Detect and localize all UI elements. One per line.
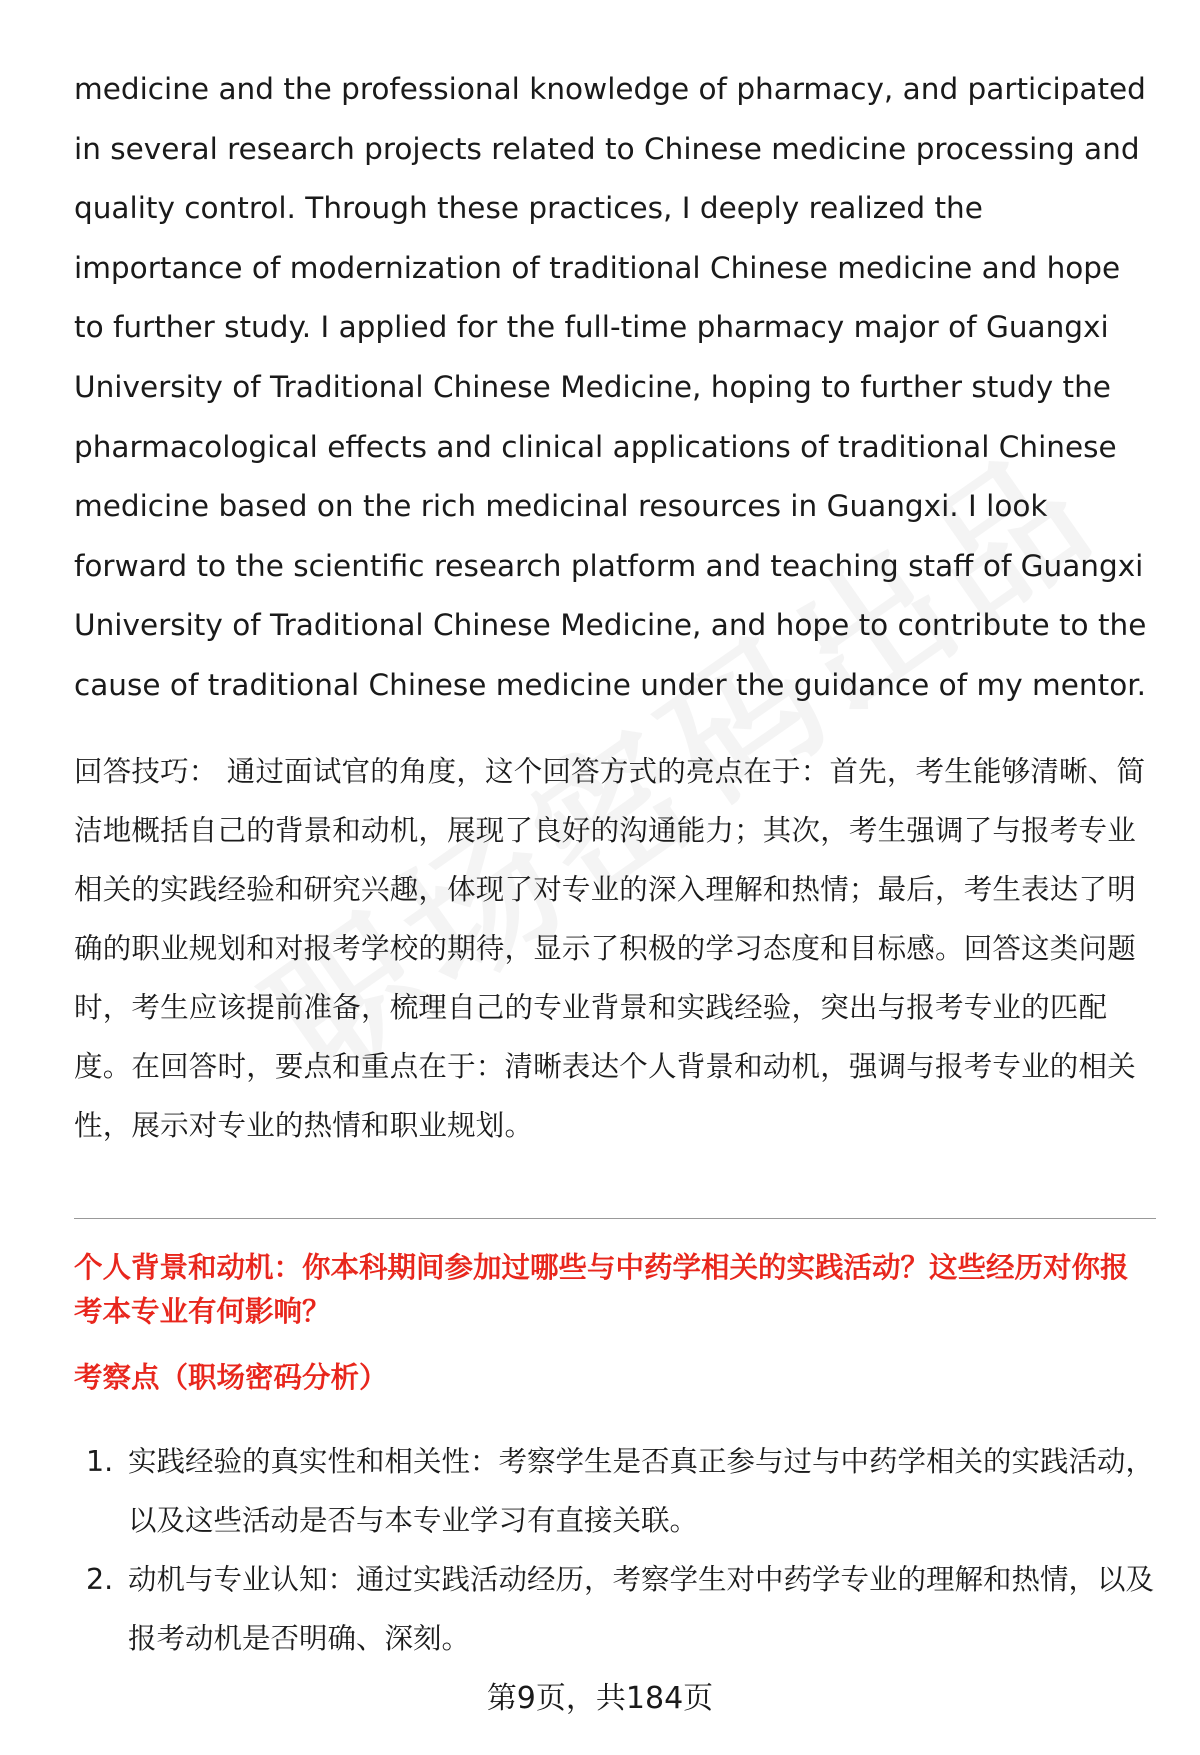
page-body (74, 60, 1154, 1155)
question-heading: 个人背景和动机：你本科期间参加过哪些与中药学相关的实践活动？这些经历对你报考本专业有何影响？ (74, 1251, 1129, 1328)
analysis-points-list (74, 1432, 1156, 1668)
list-item-text: 实践经验的真实性和相关性：考察学生是否真正参与过与中药学相关的实践活动，以及这些活动是否与本专业学习有直接关联。 (128, 1445, 1155, 1537)
list-item (74, 1550, 1156, 1668)
list-item-number: 1. (86, 1445, 114, 1478)
list-item (74, 1432, 1156, 1550)
analysis-heading: 考察点（职场密码分析） (74, 1361, 388, 1394)
list-item-text: 动机与专业认知：通过实践活动经历，考察学生对中药学专业的理解和热情，以及报考动机是否明确、深刻。 (128, 1563, 1155, 1655)
section-divider (74, 1218, 1156, 1219)
english-paragraph: medicine and the professional knowledge of pharmacy, and participated in several research projects related to Chinese medicine processing and quality control. Through these practices, I deeply realized the importance of modernization of traditional Chinese medicine and hope to further study. I applied for the full-time pharmacy major of Guangxi University of Traditional Chinese Medicine, hoping to further study the pharmacological effects and clinical applications of traditional Chinese medicine based on the rich medicinal resources in Guangxi. I look forward to the scientific research platform and teaching staff of Guangxi University of Traditional Chinese Medicine, and hope to contribute to the cause of traditional Chinese medicine under the guidance of my mentor. (74, 72, 1147, 702)
list-item-number: 2. (86, 1563, 114, 1596)
page-number: 第9页，共184页 (486, 1681, 714, 1716)
tips-paragraph: 回答技巧： 通过面试官的角度，这个回答方式的亮点在于：首先，考生能够清晰、简洁地概括自己的背景和动机，展现了良好的沟通能力；其次，考生强调了与报考专业相关的实践经验和研究兴趣，体现了对专业的深入理解和热情；最后，考生表达了明确的职业规划和对报考学校的期待，显示了积极的学习态度和目标感。回答这类问题时，考生应该提前准备，梳理自己的专业背景和实践经验，突出与报考专业的匹配度。在回答时，要点和重点在于：清晰表达个人背景和动机，强调与报考专业的相关性，展示对专业的热情和职业规划。 (74, 754, 1146, 1142)
